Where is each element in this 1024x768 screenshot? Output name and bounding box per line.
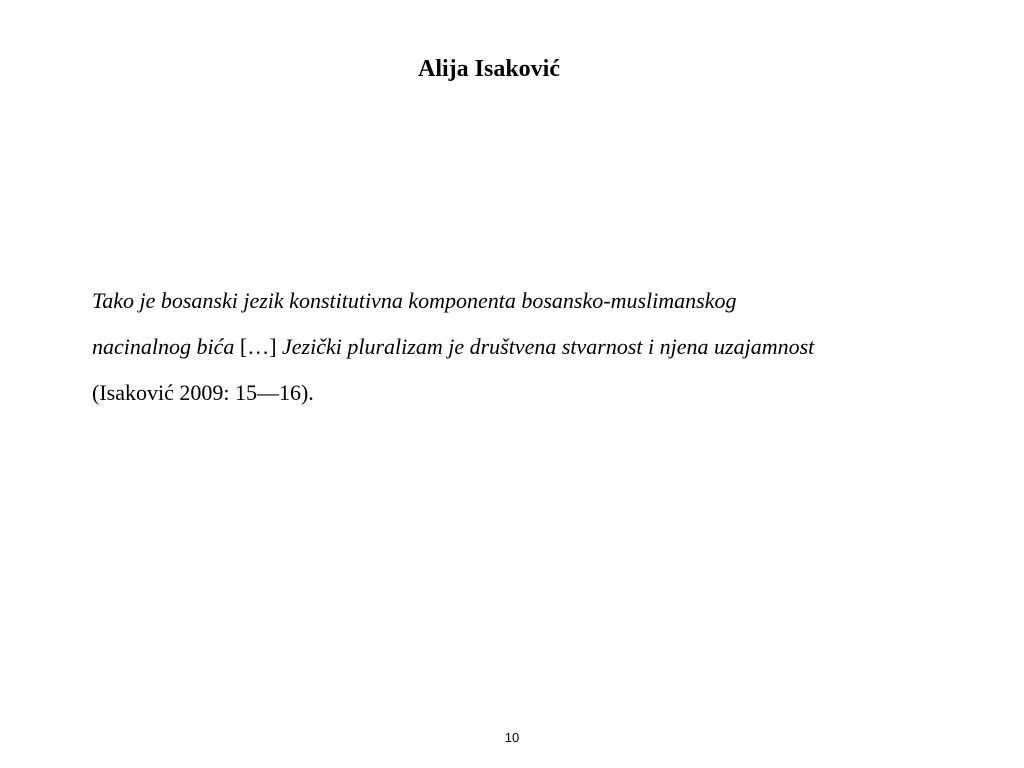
quote-line-2 [92, 324, 992, 370]
quote-fragment-a: nacinalnog bića [92, 334, 235, 359]
quote-line-1: Tako je bosanski jezik konstitutivna komponenta bosansko-muslimanskog [92, 288, 737, 313]
page-number: 10 [504, 730, 520, 745]
slide-title: Alija Isaković [417, 56, 560, 82]
quote-ellipsis: […] [234, 334, 283, 359]
quote-fragment-b: Jezički pluralizam je društvena stvarnost i njena uzajamnost [282, 334, 815, 359]
quote-block [92, 278, 992, 416]
quote-citation: (Isaković 2009: 15—16). [92, 380, 314, 405]
